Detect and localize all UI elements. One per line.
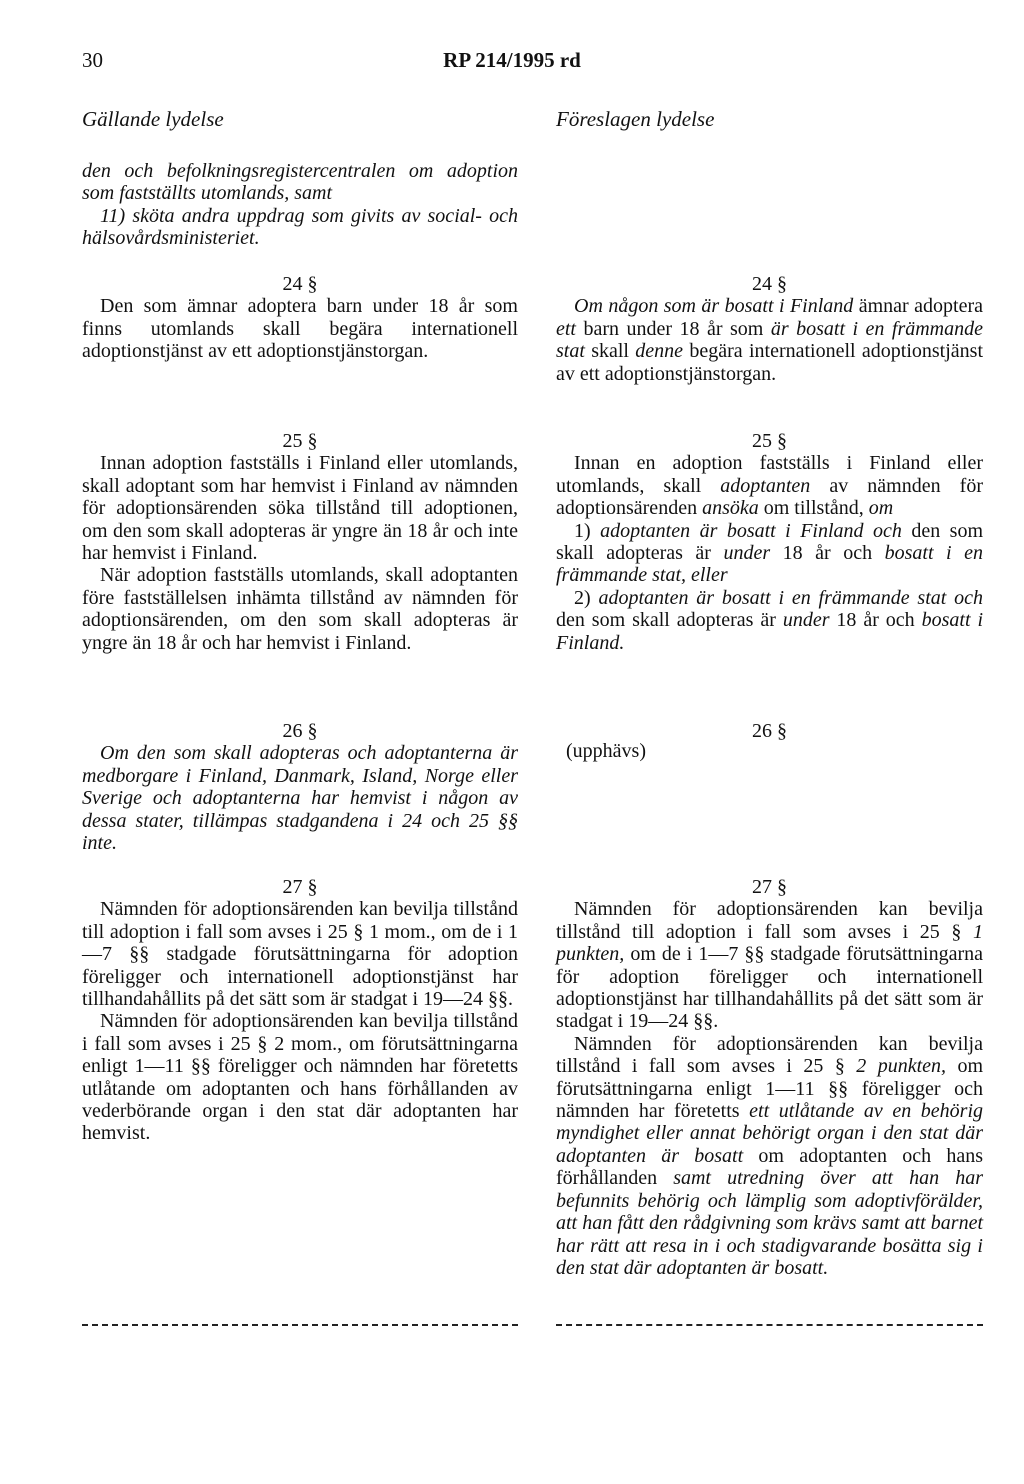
right-s25-part: 18 år och <box>829 609 922 632</box>
right-s27-part: om de i 1—7 §§ stadgade förutsättningarna för adoption föreligger och internationell adoptionstjänst har tillhandahållits på det sätt som är stadgat i 19—24 §§. <box>556 943 983 1033</box>
left-s25-heading: 25 § <box>282 430 318 452</box>
right-end-divider <box>556 1324 983 1326</box>
right-s25-part: om tillstånd, <box>758 497 869 520</box>
right-s25-part: den som skall adopteras är <box>556 609 783 632</box>
right-s25-part: under <box>782 609 830 632</box>
right-s27-part: 1 punkten, <box>556 920 983 966</box>
page-number: 30 <box>82 48 103 72</box>
right-s25-part: bosatt i en främmande stat, eller <box>556 542 983 587</box>
left-s25-paragraph-2: När adoption fastställs utomlands, skall adoptanten före fastställelsen inhämta tillstånd av nämnden för adoptionsärenden, om den som skall adopteras är yngre än 18 år och har hemvist i Finland. <box>82 564 518 654</box>
left-s26-text: Om den som skall adopteras och adoptanterna är medborgare i Finland, Danmark, Island, Norge eller Sverige och adoptanterna har hemvist i någon av dessa stater, tillämpas stadgandena i 24 och 25 §§ inte. <box>82 742 518 855</box>
left-s26-heading: 26 § <box>282 720 318 742</box>
left-intro-block <box>82 160 518 250</box>
right-s25-part: om <box>868 497 894 520</box>
left-section-27 <box>82 876 518 1145</box>
left-item-11: 11) sköta andra uppdrag som givits av social- och hälsovårdsministeriet. <box>82 204 518 250</box>
left-end-divider <box>82 1324 518 1326</box>
right-s27-part: 2 punkten, <box>856 1055 947 1078</box>
right-s25-part: adoptanten är bosatt i en främmande stat och <box>598 586 983 609</box>
right-s24-part: ett <box>556 317 576 340</box>
right-s25-part: under <box>723 542 771 565</box>
right-s25-part: adoptanten är bosatt i Finland och <box>600 519 902 542</box>
right-section-27 <box>556 876 983 1279</box>
left-s24-text: Den som ämnar adoptera barn under 18 år som finns utomlands skall begära internationell adoptionstjänst av ett adoptionstjänstorgan. <box>82 295 518 363</box>
left-section-24 <box>82 273 518 363</box>
left-s24-heading: 24 § <box>282 273 318 295</box>
right-s25-item-2 <box>556 587 983 654</box>
right-s26-repealed-label: (upphävs) <box>566 740 646 762</box>
right-s24-text <box>556 295 983 385</box>
left-section-26 <box>82 720 518 854</box>
right-section-25 <box>556 430 983 654</box>
right-s24-heading: 24 § <box>752 273 787 295</box>
left-s25-paragraph-1: Innan adoption fastställs i Finland eller utomlands, skall adoptant som har hemvist i Finland av nämnden för adoptionsärenden söka tillstånd till adoptionen, om den som skall adopteras är yngre än 18 år och inte har hemvist i Finland. <box>82 452 518 565</box>
right-s27-paragraph-1 <box>556 898 983 1032</box>
right-s27-heading: 27 § <box>752 876 787 898</box>
right-s25-part: bosatt i Finland. <box>556 609 984 654</box>
document-id: RP 214/1995 rd <box>443 48 581 72</box>
left-s27-heading: 27 § <box>282 876 318 898</box>
right-s27-part: om adoptanten och hans förhållanden <box>556 1144 983 1190</box>
right-s25-part: 2) <box>574 586 599 609</box>
left-s27-paragraph-2: Nämnden för adoptionsärenden kan bevilja tillstånd i fall som avses i 25 § 2 mom., om förutsättningarna enligt 1—11 §§ föreligger och nämnden har företetts utlåtande om adoptanten och hans förhållanden av vederbörande organ i den stat där adoptanten har hemvist. <box>82 1010 518 1145</box>
right-s27-part: Nämnden för adoptionsärenden kan bevilja tillstånd till adoption i fall som avses i 25 § <box>556 898 983 943</box>
right-s25-part: 1) <box>574 519 601 542</box>
right-s24-part: Om någon som är bosatt i Finland <box>574 295 854 318</box>
left-intro-text: den och befolkningsregistercentralen om adoption som fastställts utomlands, samt <box>82 160 518 205</box>
right-s27-part: om förutsättningarna enligt 1—11 §§ föreligger och nämnden har företetts <box>556 1055 984 1123</box>
right-column-title: Föreslagen lydelse <box>556 107 715 131</box>
right-s25-part: Innan en adoption fastställs i Finland eller utomlands, skall <box>556 452 983 497</box>
right-s27-paragraph-2 <box>556 1033 983 1279</box>
left-section-25 <box>82 430 518 654</box>
left-s27-paragraph-1: Nämnden för adoptionsärenden kan bevilja tillstånd till adoption i fall som avses i 25 § 1 mom., om de i 1—7 §§ stadgade förutsättningarna för adoption föreligger och internationell adoptionstjänst har tillhandahållits på det sätt som är stadgat i 19—24 §§. <box>82 898 518 1011</box>
right-s25-item-1 <box>556 520 983 587</box>
right-s24-part: ämnar adoptera <box>853 295 983 318</box>
right-s26-heading: 26 § <box>752 720 787 742</box>
right-s25-part: adoptanten <box>720 474 811 497</box>
right-s24-part: begära internationell adoptionstjänst av ett adoptionstjänstorgan. <box>556 340 983 385</box>
right-s25-part: 18 år och <box>770 542 885 565</box>
right-s24-part: skall <box>584 340 636 363</box>
right-s24-part: denne <box>635 340 684 363</box>
right-s25-part: den som skall adopteras är <box>556 519 983 565</box>
right-s25-heading: 25 § <box>752 430 787 452</box>
right-s24-part: är bosatt i en främmande stat <box>556 317 984 363</box>
right-s24-part: barn under 18 år som <box>576 317 771 340</box>
left-column-title: Gällande lydelse <box>82 107 224 131</box>
right-s27-part: samt utredning över att han har befunnits behörig och lämplig som adoptivförälder, att han fått den rådgivning som krävs samt att barnet har rätt att resa in i och stadigvarande bosätta sig i den stat där adoptanten är bosatt. <box>556 1167 983 1279</box>
right-s25-paragraph-1 <box>556 452 983 519</box>
right-s25-part: ansöka <box>702 497 759 520</box>
right-s27-part: Nämnden för adoptionsärenden kan bevilja tillstånd i fall som avses i 25 § <box>556 1032 983 1078</box>
right-section-24 <box>556 273 983 385</box>
right-s25-part: av nämnden för adoptionsärenden <box>556 474 983 520</box>
right-s27-part: ett utlåtande av en behörig myndighet eller annat behörigt organ i den stat där adoptanten är bosatt <box>556 1100 983 1167</box>
